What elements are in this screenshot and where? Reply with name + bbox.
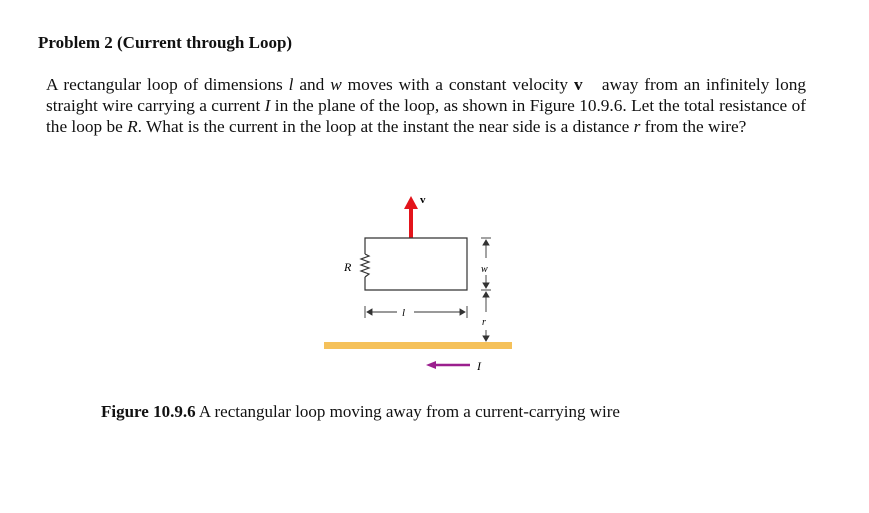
length-dimension <box>365 306 467 318</box>
current-label: I <box>477 359 481 373</box>
problem-text-4: away from an infinitely long straight wire carrying a current <box>46 75 806 115</box>
distance-label: r <box>482 317 486 328</box>
caption-text: A rectangular loop moving away from a current-carrying wire <box>195 402 620 421</box>
velocity-arrow <box>404 196 418 238</box>
problem-text-3: moves with a constant velocity <box>341 75 574 94</box>
figure-caption <box>101 402 620 422</box>
var-v: v⃗ <box>573 75 597 94</box>
problem-heading: Problem 2 (Current through Loop) <box>38 33 293 52</box>
problem-text-5: in the plane of the loop, as shown in Figure 10.9.6. Let the total resistance of the loop be <box>46 96 806 136</box>
var-r: r <box>633 117 641 136</box>
var-I: I <box>264 96 271 115</box>
resistor-label: R <box>344 260 352 274</box>
current-wire <box>324 342 512 349</box>
rectangular-loop <box>365 238 467 290</box>
problem-text-1: A rectangular loop of dimensions <box>46 75 289 94</box>
problem-text-7: from the wire? <box>640 117 747 136</box>
width-label: w <box>481 264 488 275</box>
resistor-symbol <box>361 254 369 277</box>
velocity-label: v⃗ <box>420 194 435 206</box>
problem-text-6: . What is the current in the loop at the instant the near side is a distance <box>137 117 634 136</box>
caption-label: Figure 10.9.6 <box>101 402 196 421</box>
current-arrow <box>426 361 470 369</box>
problem-text-2: and <box>293 75 331 94</box>
var-R: R <box>127 117 138 136</box>
var-l: l <box>288 75 294 94</box>
length-label: l <box>402 307 406 319</box>
var-w: w <box>330 75 342 94</box>
